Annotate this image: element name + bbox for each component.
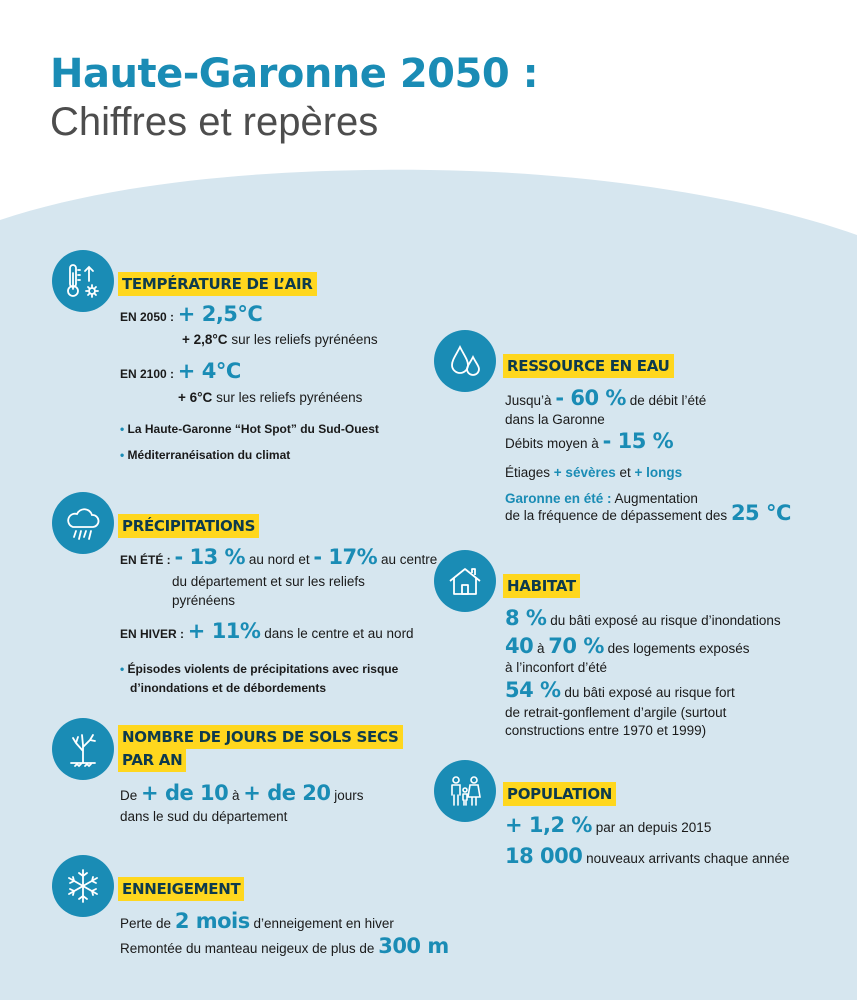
ressource-eau-l3-prefix: Étiages — [505, 465, 551, 480]
habitat-l3-text: du bâti exposé au risque fort — [564, 685, 735, 700]
habitat-line2 — [505, 634, 750, 658]
precipitations-bullet-line1: Épisodes violents de précipitations avec risque — [127, 662, 399, 676]
sols-secs-connector: à — [232, 788, 240, 803]
ressource-eau-l3-b2: + longs — [634, 465, 683, 480]
temperature-2100-value: + 4°C — [177, 359, 241, 383]
precipitations-ete-centre-value: - 17% — [313, 545, 378, 569]
precipitations-ete-line3: pyrénéens — [172, 593, 236, 608]
temperature-2050-label: EN 2050 : — [120, 310, 175, 324]
page-subtitle: Chiffres et repères — [50, 100, 379, 144]
ressource-eau-l4-value: 25 °C — [730, 501, 791, 525]
population-l2-value: 18 000 — [505, 844, 583, 868]
sols-secs-suffix: jours — [334, 788, 364, 803]
enneigement-line1-suffix: d’enneigement en hiver — [253, 916, 394, 931]
precipitations-bullet-line2: d’inondations et de débordements — [130, 681, 327, 695]
sols-secs-heading-line1: NOMBRE DE JOURS DE SOLS SECS — [118, 725, 403, 749]
temperature-2050-relief — [182, 331, 378, 349]
temperature-2050-relief-value: + 2,8°C — [182, 332, 228, 347]
habitat-l2-to: 70 % — [548, 634, 604, 658]
enneigement-line1-prefix: Perte de — [120, 916, 172, 931]
family-icon — [434, 760, 496, 822]
ressource-eau-l3-b1: + sévères — [553, 465, 616, 480]
precipitations-bullet: • Épisodes violents de précipitations avec risque — [120, 662, 399, 676]
temperature-bullet-2-text: Méditerranéisation du climat — [127, 448, 291, 462]
house-icon — [434, 550, 496, 612]
temperature-2100-relief — [178, 389, 362, 407]
ressource-eau-l4-text: Augmentation — [614, 491, 698, 506]
rain-cloud-icon — [52, 492, 114, 554]
enneigement-line2-prefix: Remontée du manteau neigeux de plus de — [120, 941, 375, 956]
precipitations-hiver-label: EN HIVER : — [120, 627, 185, 641]
enneigement-heading: ENNEIGEMENT — [118, 877, 244, 901]
temperature-bullet-1-text: La Haute-Garonne “Hot Spot” du Sud-Ouest — [127, 422, 379, 436]
population-heading: POPULATION — [503, 782, 616, 806]
precipitations-ete-north-value: - 13 % — [174, 545, 246, 569]
ressource-eau-l2-prefix: Débits moyen à — [505, 436, 599, 451]
habitat-l3-value: 54 % — [505, 678, 561, 702]
precipitations-hiver-value: + 11% — [187, 619, 261, 643]
temperature-bullet-2: • Méditerranéisation du climat — [120, 448, 291, 462]
ressource-eau-heading: RESSOURCE EN EAU — [503, 354, 674, 378]
sols-secs-value-from: + de 10 — [141, 781, 229, 805]
habitat-l2-line2: à l’inconfort d’été — [505, 660, 608, 675]
enneigement-line2 — [120, 934, 449, 958]
habitat-line3 — [505, 678, 735, 702]
ressource-eau-line3 — [505, 464, 682, 482]
sols-secs-heading-line2: PAR AN — [118, 748, 186, 772]
habitat-l1-value: 8 % — [505, 606, 547, 630]
precipitations-heading: PRÉCIPITATIONS — [118, 514, 259, 538]
population-line2 — [505, 844, 790, 868]
temperature-heading: TEMPÉRATURE DE L’AIR — [118, 272, 317, 296]
population-line1 — [505, 813, 712, 837]
temperature-bullet-1: • La Haute-Garonne “Hot Spot” du Sud-Ouest — [120, 422, 379, 436]
enneigement-line1-value: 2 mois — [174, 909, 250, 933]
temperature-2050-value: + 2,5°C — [177, 302, 263, 326]
ressource-eau-l1-suffix: de débit l’été — [629, 393, 707, 408]
habitat-l2-from: 40 — [505, 634, 534, 658]
population-l1-text: par an depuis 2015 — [595, 820, 712, 835]
precipitations-hiver — [120, 619, 414, 643]
sols-secs-prefix: De — [120, 788, 138, 803]
habitat-l2-connector: à — [537, 641, 545, 656]
precipitations-hiver-text: dans le centre et au nord — [264, 626, 414, 641]
dry-tree-icon — [52, 718, 114, 780]
population-l2-text: nouveaux arrivants chaque année — [586, 851, 790, 866]
sols-secs-line1 — [120, 781, 364, 805]
title-block — [50, 50, 538, 146]
ressource-eau-line2 — [505, 429, 674, 453]
habitat-line1 — [505, 606, 781, 630]
precipitations-ete-centre-text: au centre — [380, 552, 438, 567]
ressource-eau-l3-mid: et — [619, 465, 631, 480]
ressource-eau-l2-value: - 15 % — [602, 429, 674, 453]
sols-secs-value-to: + de 20 — [243, 781, 331, 805]
thermometer-icon — [52, 250, 114, 312]
ressource-eau-l4-label: Garonne en été : — [505, 491, 612, 506]
snowflake-icon — [52, 855, 114, 917]
precipitations-ete-label: EN ÉTÉ : — [120, 553, 171, 567]
precipitations-ete-north-text: au nord et — [248, 552, 310, 567]
population-l1-value: + 1,2 % — [505, 813, 592, 837]
temperature-2100-relief-value: + 6°C — [178, 390, 213, 405]
temperature-2050-relief-text: sur les reliefs pyrénéens — [231, 332, 378, 347]
temperature-2100-relief-text: sur les reliefs pyrénéens — [216, 390, 363, 405]
ressource-eau-l1-line2: dans la Garonne — [505, 412, 605, 427]
temperature-2100-label: EN 2100 : — [120, 367, 175, 381]
enneigement-line2-value: 300 m — [378, 934, 449, 958]
temperature-2100 — [120, 359, 241, 383]
habitat-l2-text: des logements exposés — [607, 641, 750, 656]
habitat-heading: HABITAT — [503, 574, 580, 598]
ressource-eau-line5 — [505, 501, 791, 525]
precipitations-ete — [120, 545, 438, 569]
precipitations-ete-line2: du département et sur les reliefs — [172, 574, 365, 589]
sols-secs-line2: dans le sud du département — [120, 809, 288, 824]
habitat-l3-line2: de retrait-gonflement d’argile (surtout — [505, 705, 727, 720]
habitat-l1-text: du bâti exposé au risque d’inondations — [550, 613, 781, 628]
habitat-l3-line3: constructions entre 1970 et 1999) — [505, 723, 707, 738]
page-title: Haute-Garonne 2050 : — [50, 51, 539, 97]
ressource-eau-l1-prefix: Jusqu’à — [505, 393, 552, 408]
ressource-eau-l1-value: - 60 % — [555, 386, 626, 410]
water-drops-icon — [434, 330, 496, 392]
ressource-eau-line1 — [505, 386, 707, 410]
temperature-2050 — [120, 302, 263, 326]
ressource-eau-l4-line2: de la fréquence de dépassement des — [505, 508, 728, 523]
enneigement-line1 — [120, 909, 394, 933]
